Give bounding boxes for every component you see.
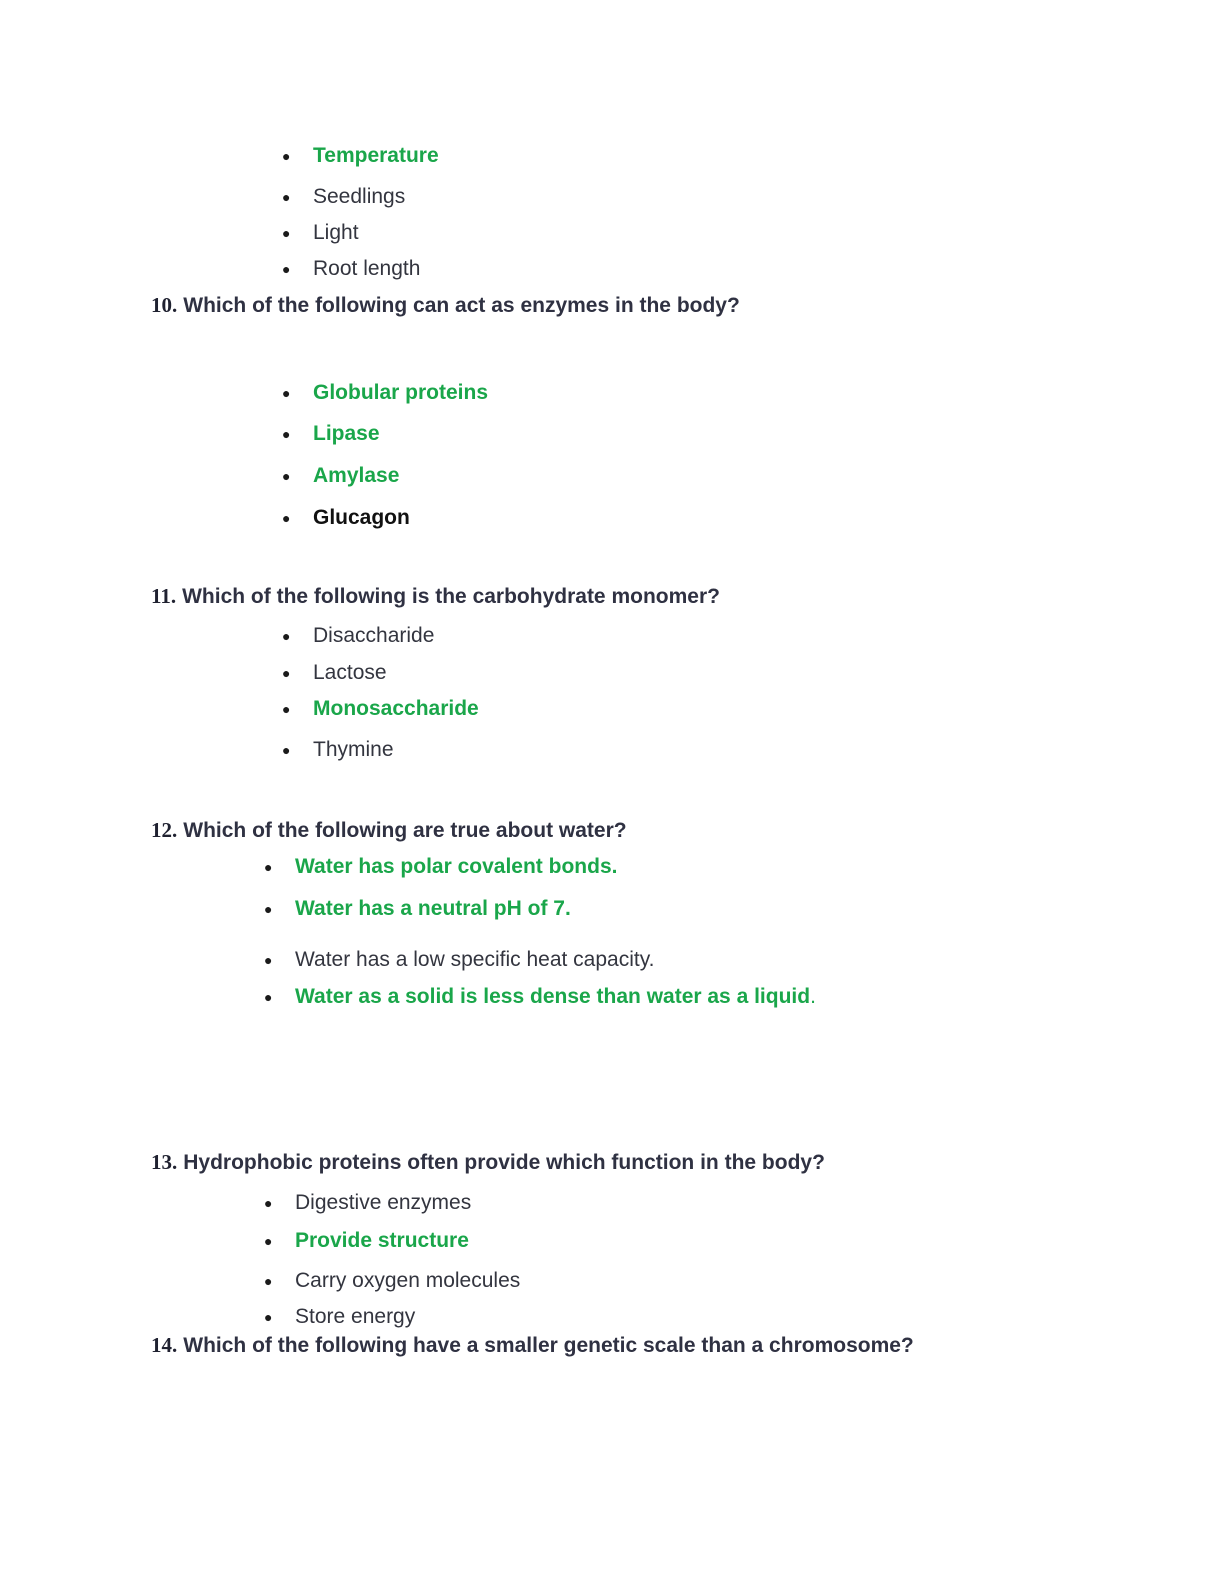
question-number: 12. bbox=[151, 818, 178, 842]
bullet-icon: ● bbox=[264, 1309, 273, 1325]
question-13 bbox=[151, 1150, 825, 1175]
question-text: Which of the following are true about water? bbox=[183, 819, 627, 842]
question-text: Which of the following have a smaller genetic scale than a chromosome? bbox=[183, 1334, 914, 1357]
q12-option-2 bbox=[264, 896, 571, 922]
bullet-icon: ● bbox=[282, 510, 291, 526]
option-text: Digestive enzymes bbox=[295, 1191, 472, 1214]
bullet-icon: ● bbox=[282, 225, 291, 241]
option-text: Water has a neutral pH of 7. bbox=[295, 897, 571, 920]
q13-option-4 bbox=[264, 1304, 416, 1330]
q13-option-3 bbox=[264, 1268, 521, 1294]
q9-option-3 bbox=[282, 220, 359, 246]
option-trailing-period: . bbox=[810, 985, 816, 1008]
q10-option-4 bbox=[282, 505, 410, 531]
bullet-icon: ● bbox=[282, 385, 291, 401]
option-text: Globular proteins bbox=[313, 381, 489, 404]
option-text: Disaccharide bbox=[313, 624, 435, 647]
option-text: Light bbox=[313, 221, 359, 244]
option-text: Water has polar covalent bonds. bbox=[295, 855, 618, 878]
bullet-icon: ● bbox=[264, 952, 273, 968]
q11-option-4 bbox=[282, 737, 394, 763]
q11-option-2 bbox=[282, 660, 387, 686]
option-text: Water has a low specific heat capacity. bbox=[295, 948, 655, 971]
question-number: 11. bbox=[151, 584, 177, 608]
option-text: Provide structure bbox=[295, 1229, 469, 1252]
bullet-icon: ● bbox=[264, 1233, 273, 1249]
question-text: Hydrophobic proteins often provide which function in the body? bbox=[183, 1151, 825, 1174]
option-text: Lactose bbox=[313, 661, 387, 684]
q10-option-2 bbox=[282, 421, 380, 447]
question-12 bbox=[151, 818, 627, 843]
option-text: Root length bbox=[313, 257, 421, 280]
bullet-icon: ● bbox=[282, 742, 291, 758]
option-text: Store energy bbox=[295, 1305, 416, 1328]
option-text: Thymine bbox=[313, 738, 394, 761]
q11-option-3 bbox=[282, 696, 479, 722]
option-text: Temperature bbox=[313, 144, 439, 167]
bullet-icon: ● bbox=[282, 665, 291, 681]
bullet-icon: ● bbox=[264, 859, 273, 875]
bullet-icon: ● bbox=[282, 468, 291, 484]
option-text bbox=[295, 985, 816, 1008]
option-text: Glucagon bbox=[313, 506, 410, 529]
option-text: Lipase bbox=[313, 422, 380, 445]
option-text: Seedlings bbox=[313, 185, 406, 208]
question-14 bbox=[151, 1333, 914, 1358]
q10-option-1 bbox=[282, 380, 489, 406]
option-text: Carry oxygen molecules bbox=[295, 1269, 521, 1292]
option-main-text: Water as a solid is less dense than water as a liquid bbox=[295, 985, 811, 1008]
question-11 bbox=[151, 584, 720, 609]
q9-option-2 bbox=[282, 184, 406, 210]
question-text: Which of the following can act as enzymes in the body? bbox=[183, 294, 740, 317]
bullet-icon: ● bbox=[282, 426, 291, 442]
option-text: Amylase bbox=[313, 464, 400, 487]
bullet-icon: ● bbox=[264, 989, 273, 1005]
bullet-icon: ● bbox=[282, 261, 291, 277]
q12-option-3 bbox=[264, 947, 655, 973]
q12-option-4 bbox=[264, 984, 816, 1010]
question-number: 13. bbox=[151, 1150, 178, 1174]
question-10 bbox=[151, 293, 740, 318]
bullet-icon: ● bbox=[264, 1273, 273, 1289]
bullet-icon: ● bbox=[282, 701, 291, 717]
bullet-icon: ● bbox=[264, 901, 273, 917]
question-text: Which of the following is the carbohydrate monomer? bbox=[182, 585, 720, 608]
q9-option-4 bbox=[282, 256, 421, 282]
question-number: 10. bbox=[151, 293, 178, 317]
q13-option-1 bbox=[264, 1190, 472, 1216]
q13-option-2 bbox=[264, 1228, 469, 1254]
bullet-icon: ● bbox=[264, 1195, 273, 1211]
bullet-icon: ● bbox=[282, 189, 291, 205]
q9-option-1 bbox=[282, 143, 439, 169]
q10-option-3 bbox=[282, 463, 400, 489]
question-number: 14. bbox=[151, 1333, 178, 1357]
q11-option-1 bbox=[282, 623, 435, 649]
bullet-icon: ● bbox=[282, 148, 291, 164]
q12-option-1 bbox=[264, 854, 618, 880]
bullet-icon: ● bbox=[282, 628, 291, 644]
option-text: Monosaccharide bbox=[313, 697, 479, 720]
